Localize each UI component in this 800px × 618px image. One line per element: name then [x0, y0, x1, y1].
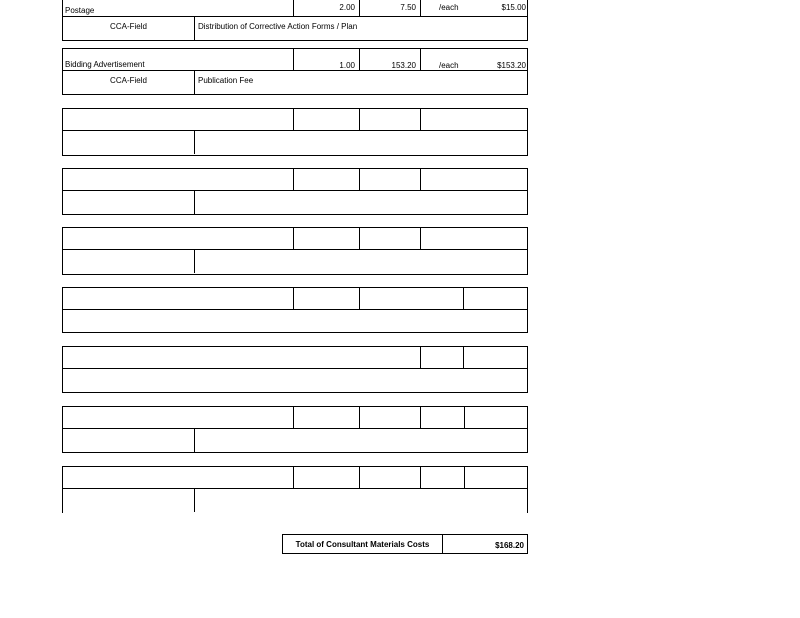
- item-name: Bidding Advertisement: [65, 60, 145, 69]
- quantity-cell: [294, 288, 360, 309]
- cost-code-cell: CCA-Field: [63, 71, 195, 94]
- code-row: [63, 489, 527, 512]
- empty-materials-entry: [62, 227, 528, 275]
- item-name-cell: [63, 49, 294, 70]
- item-row: [63, 347, 527, 369]
- code-row: [63, 429, 527, 452]
- empty-materials-entry: [62, 168, 528, 215]
- line-total: $153.20: [497, 61, 526, 70]
- unit-label: /each: [439, 3, 459, 12]
- cell-divider: [464, 407, 465, 428]
- line-total: $15.00: [501, 3, 526, 12]
- item-name-cell: [63, 288, 294, 309]
- code-row: [63, 131, 527, 154]
- cost-code-cell: [63, 191, 195, 214]
- unit-cell: [421, 49, 529, 70]
- item-row: [63, 109, 527, 131]
- item-row: [63, 228, 527, 250]
- item-name-cell: [63, 467, 294, 488]
- cost-code-cell: [63, 131, 195, 154]
- code-row: [63, 191, 527, 214]
- item-row: [63, 49, 527, 71]
- total-value: $168.20: [495, 541, 524, 550]
- rate-cell: [360, 169, 421, 190]
- empty-materials-entry: [62, 466, 528, 513]
- code-row: [63, 250, 527, 273]
- cost-code-cell: [63, 489, 195, 512]
- rate-cell: 153.20: [360, 49, 421, 70]
- rate-cell: [421, 347, 464, 368]
- item-name-cell: [63, 347, 421, 368]
- item-name-cell: [63, 169, 294, 190]
- quantity-cell: [294, 169, 360, 190]
- item-name-cell: [63, 0, 294, 16]
- rate-cell: [360, 407, 421, 428]
- quantity-cell: [294, 228, 360, 249]
- item-row: [63, 169, 527, 191]
- cost-code-cell: [63, 250, 195, 273]
- quantity-cell: 1.00: [294, 49, 360, 70]
- code-row: [63, 17, 527, 40]
- code-row: [63, 310, 527, 333]
- item-name: Postage: [65, 6, 95, 15]
- quantity-cell: [294, 467, 360, 488]
- item-name-cell: [63, 228, 294, 249]
- item-row: [63, 0, 527, 17]
- description-cell: Publication Fee: [198, 76, 254, 85]
- rate-cell: [360, 288, 464, 309]
- quantity-cell: [294, 109, 360, 130]
- rate-cell: 7.50: [360, 0, 421, 16]
- rate-cell: [360, 228, 421, 249]
- rate-cell: [360, 467, 421, 488]
- empty-materials-entry: [62, 406, 528, 453]
- quantity-cell: 2.00: [294, 0, 360, 16]
- code-row: [63, 369, 527, 392]
- item-row: [63, 407, 527, 429]
- quantity-cell: [294, 407, 360, 428]
- empty-materials-entry: [62, 346, 528, 393]
- unit-label: /each: [439, 61, 459, 70]
- item-name-cell: [63, 109, 294, 130]
- empty-materials-entry: [62, 287, 528, 333]
- item-row: [63, 288, 527, 310]
- materials-entry-bidding: [62, 48, 528, 95]
- code-row: [63, 71, 527, 94]
- item-name-cell: [63, 407, 294, 428]
- cost-code-cell: [63, 429, 195, 452]
- unit-cell: [421, 0, 529, 16]
- materials-entry-postage: [62, 0, 528, 41]
- rate-cell: [360, 109, 421, 130]
- cell-divider: [464, 467, 465, 488]
- materials-total-box: [282, 534, 528, 554]
- empty-materials-entry: [62, 108, 528, 156]
- cost-code-cell: CCA-Field: [63, 17, 195, 40]
- description-cell: Distribution of Corrective Action Forms / Plan: [198, 22, 358, 31]
- item-row: [63, 467, 527, 489]
- total-label: Total of Consultant Materials Costs: [283, 535, 443, 553]
